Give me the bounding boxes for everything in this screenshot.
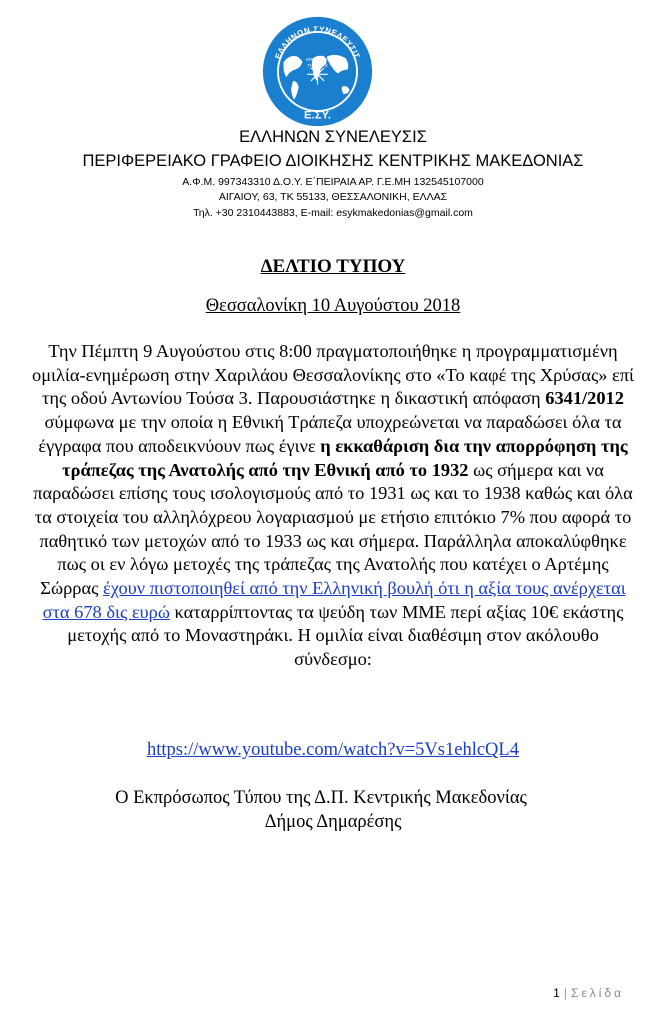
footer-separator: | (563, 986, 567, 1000)
youtube-video-link[interactable]: https://www.youtube.com/watch?v=5Vs1ehlcQL4 (147, 740, 519, 760)
contact-line: Τηλ. +30 2310443883, E-mail: esykmakedonias@gmail.com (193, 207, 473, 219)
document-title: ΔΕΛΤΙΟ ΤΥΠΟΥ (260, 256, 406, 277)
bold-statement: η εκκαθάριση δια την απορρόφηση της τράπεζας της Ανατολής από την Εθνική από το 1932 (62, 435, 628, 480)
court-decision-number: 6341/2012 (545, 388, 624, 409)
svg-text:ΕΛΛΗΝΩΝ ΣΥΝΕΛΕΥΣΙΣ: ΕΛΛΗΝΩΝ ΣΥΝΕΛΕΥΣΙΣ (273, 24, 362, 61)
body-text-3: ως σήμερα και να παραδώσει επίσης τους ισολογισμούς από το 1931 ως και το 1938 καθώς και όλα τα στοιχεία του αλληλόχρεου λογαριασμού με ετήσιο επιτόκιο 7% που αφορά το παθητικό των μετοχών από το 1933 ως και σήμερα. Παράλληλα αποκαλύφθηκε πως οι εν λόγω μετοχές της τράπεζας της Ανατολής που κατέχει ο Αρτέμης Σώρρας (33, 459, 633, 599)
postal-address: ΑΙΓΑΙΟΥ, 63, ΤΚ 55133, ΘΕΣΣΑΛΟΝΙΚΗ, ΕΛΛΑΣ (218, 191, 448, 203)
signature-role: Ο Εκπρόσωπος Τύπου της Δ.Π. Κεντρικής Μακεδονίας (115, 788, 527, 808)
organization-logo (261, 15, 374, 128)
svg-text:ΤΗΣ ΓΑΙΑΣ: ΤΗΣ ΓΑΙΑΣ (307, 62, 328, 68)
organization-name: ΕΛΛΗΝΩΝ ΣΥΝΕΛΕΥΣΙΣ (239, 128, 427, 146)
page-footer (553, 986, 624, 1000)
body-text-4: καταρρίπτοντας τα ψεύδη των ΜΜΕ περί αξίας 10€ εκάστης μετοχής από το Μοναστηράκι. Η ομιλία είναι διαθέσιμη στον ακόλουθο σύνδεσμο: (67, 601, 624, 670)
page-label: Σελίδα (570, 986, 624, 1000)
tax-registration-line: Α.Φ.Μ. 997343310 Δ.Ο.Υ. Ε΄ΠΕΙΡΑΙΑ ΑΡ. Γ.Ε.ΜΗ 132545107000 (182, 176, 484, 188)
body-text-2: σύμφωνα με την οποία η Εθνική Τράπεζα υποχρεώνεται να παραδώσει όλα τα έγγραφα που αποδεικνύουν πως έγινε (38, 412, 622, 456)
svg-text:Ε.ΣΥ.: Ε.ΣΥ. (304, 109, 331, 122)
press-release-body (32, 340, 634, 672)
document-date: Θεσσαλονίκη 10 Αυγούστου 2018 (205, 296, 461, 316)
signature-name: Δήμος Δημαρέσης (264, 812, 402, 832)
svg-text:ΚΡΑΤΙΣΤΟΝ: ΚΡΑΤΙΣΤΟΝ (306, 57, 329, 63)
parliament-certification-link[interactable]: έχουν πιστοποιηθεί από την Ελληνική βουλή ότι η αξία τους ανέρχεται στα 678 δις ευρώ (42, 578, 626, 622)
page-number: 1 (553, 986, 560, 1000)
body-text-1: Την Πέμπτη 9 Αυγούστου στις 8:00 πραγματοποιήθηκε η προγραμματισμένη ομιλία-ενημέρωση στην Χαριλάου Θεσσαλονίκης στο «Το καφέ της Χρύσας» επί της οδού Αντωνίου Τούσα 3. Παρουσιάστηκε η δικαστική απόφαση (32, 341, 634, 409)
regional-office-name: ΠΕΡΙΦΕΡΕΙΑΚΟ ΓΡΑΦΕΙΟ ΔΙΟΙΚΗΣΗΣ ΚΕΝΤΡΙΚΗΣ ΜΑΚΕΔΟΝΙΑΣ (82, 152, 584, 170)
video-link-line (0, 740, 666, 761)
